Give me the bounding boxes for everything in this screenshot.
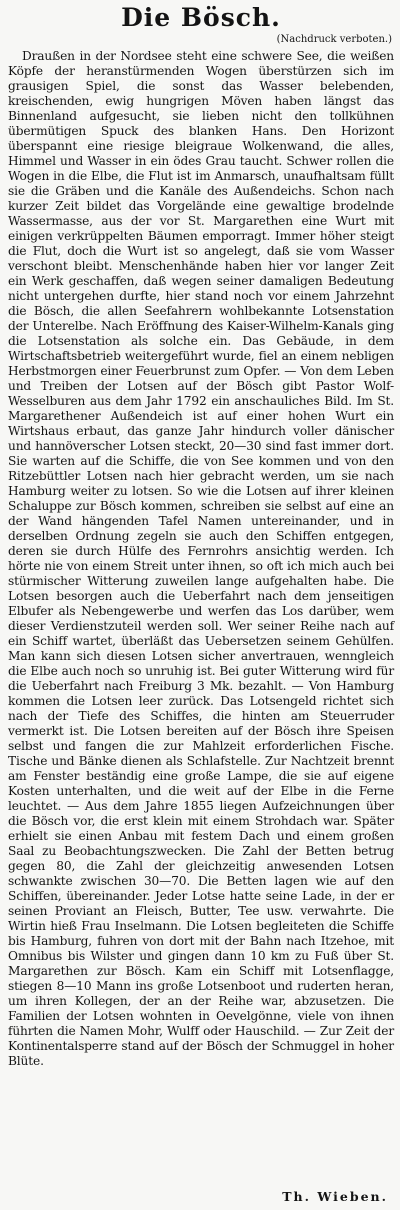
article-title: Die Bösch.: [121, 3, 281, 32]
article-body: Draußen in der Nordsee steht eine schwere See, die weißen Köpfe der heranstürmenden Wogen überstürzen sich im grausigen Spiel, die sonst das Wasser belebenden, kreischenden, ewig hungrigen Möven haben längst das Binnenland aufgesucht, sie lieben nicht den tollkühnen übermütigen Spuck des blanken Hans. Den Horizont überspannt eine riesige bleigraue Wolkenwand, die alles, Himmel und Wasser in ein ödes Grau taucht. Schwer rollen die Wogen in die Elbe, die Flut ist im Anmarsch, unaufhaltsam füllt sie die Gräben und die Kanäle des Außendeichs. Schon nach kurzer Zeit bildet das Vorgelände eine gewaltige brodelnde Wassermasse, aus der vor St. Margarethen eine Wurt mit einigen verkrüppelten Bäumen emporragt. Immer höher steigt die Flut, doch die Wurt ist so angelegt, daß sie vom Wasser verschont bleibt. Menschenhände haben hier vor langer Zeit ein Werk geschaffen, daß wegen seiner damaligen Bedeutung nicht untergehen durfte, hier stand noch vor einem Jahrzehnt die Bösch, die allen Seefahrern wohlbekannte Lotsenstation der Unterelbe. Nach Eröffnung des Kaiser-Wilhelm-Kanals ging die Lotsenstation als solche ein. Das Gebäude, in dem Wirtschaftsbetrieb weitergeführt wurde, fiel an einem nebligen Herbstmorgen einer Feuerbrunst zum Opfer. — Von dem Leben und Treiben der Lotsen auf der Bösch gibt Pastor Wolf-Wesselburen aus dem Jahr 1792 ein anschauliches Bild. Im St. Margarethener Außendeich ist auf einer hohen Wurt ein Wirtshaus erbaut, das ganze Jahr hindurch voller dänischer und hannöverscher Lotsen steckt, 20—30 sind fast immer dort. Sie warten auf die Schiffe, die von See kommen und von den Ritzebüttler Lotsen nach hier gebracht werden, um sie nach Hamburg weiter zu lotsen. So wie die Lotsen auf ihrer kleinen Schaluppe zur Bösch kommen, schreiben sie selbst auf eine an der Wand hängenden Tafel Namen untereinander, und in derselben Ordnung zegeln sie auch den Schiffen entgegen, deren sie durch Hülfe des Fernrohrs ansichtig werden. Ich hörte nie von einem Streit unter ihnen, so oft ich mich auch bei stürmischer Witterung zuweilen lange aufgehalten habe. Die Lotsen besorgen auch die Ueberfahrt nach dem jenseitigen Elbufer als Nebengewerbe und werfen das Los darüber, wem dieser Verdienstzuteil werden soll. Wer seiner Reihe nach auf ein Schiff wartet, überläßt das Uebersetzen seinem Gehülfen. Man kann sich diesen Lotsen sicher anvertrauen, wenngleich die Elbe auch noch so unruhig ist. Bei guter Witterung wird für die Ueberfahrt nach Freiburg 3 Mk. bezahlt. — Von Hamburg kommen die Lotsen leer zurück. Das Lotsengeld richtet sich nach der Tiefe des Schiffes, die hinten am Steuerruder vermerkt ist. Die Lotsen bereiten auf der Bösch ihre Speisen selbst und fangen die zur Mahlzeit erforderlichen Fische. Tische und Bänke dienen als Schlafstelle. Zur Nachtzeit brennt am Fenster beständig eine große Lampe, die sie auf eigene Kosten unterhalten, und die weit auf der Elbe in die Ferne leuchtet. — Aus dem Jahre 1855 liegen Aufzeichnungen über die Bösch vor, die erst klein mit einem Strohdach war. Später erhielt sie einen Anbau mit festem Dach und einem großen Saal zu Beobachtungszwecken. Die Zahl der Betten betrug gegen 80, die Zahl der gleichzeitig anwesenden Lotsen schwankte zwischen 30—70. Die Betten lagen wie auf den Schiffen, übereinander. Jeder Lotse hatte seine Lade, in der er seinen Proviant an Fleisch, Butter, Tee usw. verwahrte. Die Wirtin hieß Frau Inselmann. Die Lotsen begleiteten die Schiffe bis Hamburg, fuhren von dort mit der Bahn nach Itzehoe, mit Omnibus bis Wilster und gingen dann 10 km zu Fuß über St. Margarethen zur Bösch. Kam ein Schiff mit Lotsenflagge, stiegen 8—10 Mann ins große Lotsenboot und ruderten heran, um ihren Kollegen, der an der Reihe war, abzusetzen. Die Familien der Lotsen wohnten in Oevelgönne, viele von ihnen führten die Namen Mohr, Wulff oder Hauschild. — Zur Zeit der Kontinentalsperre stand auf der Bösch der Schmuggel in hoher Blüte.: [8, 49, 394, 1068]
author-signature: Th. Wieben.: [282, 1189, 388, 1204]
reprint-notice: (Nachdruck verboten.): [276, 34, 392, 45]
